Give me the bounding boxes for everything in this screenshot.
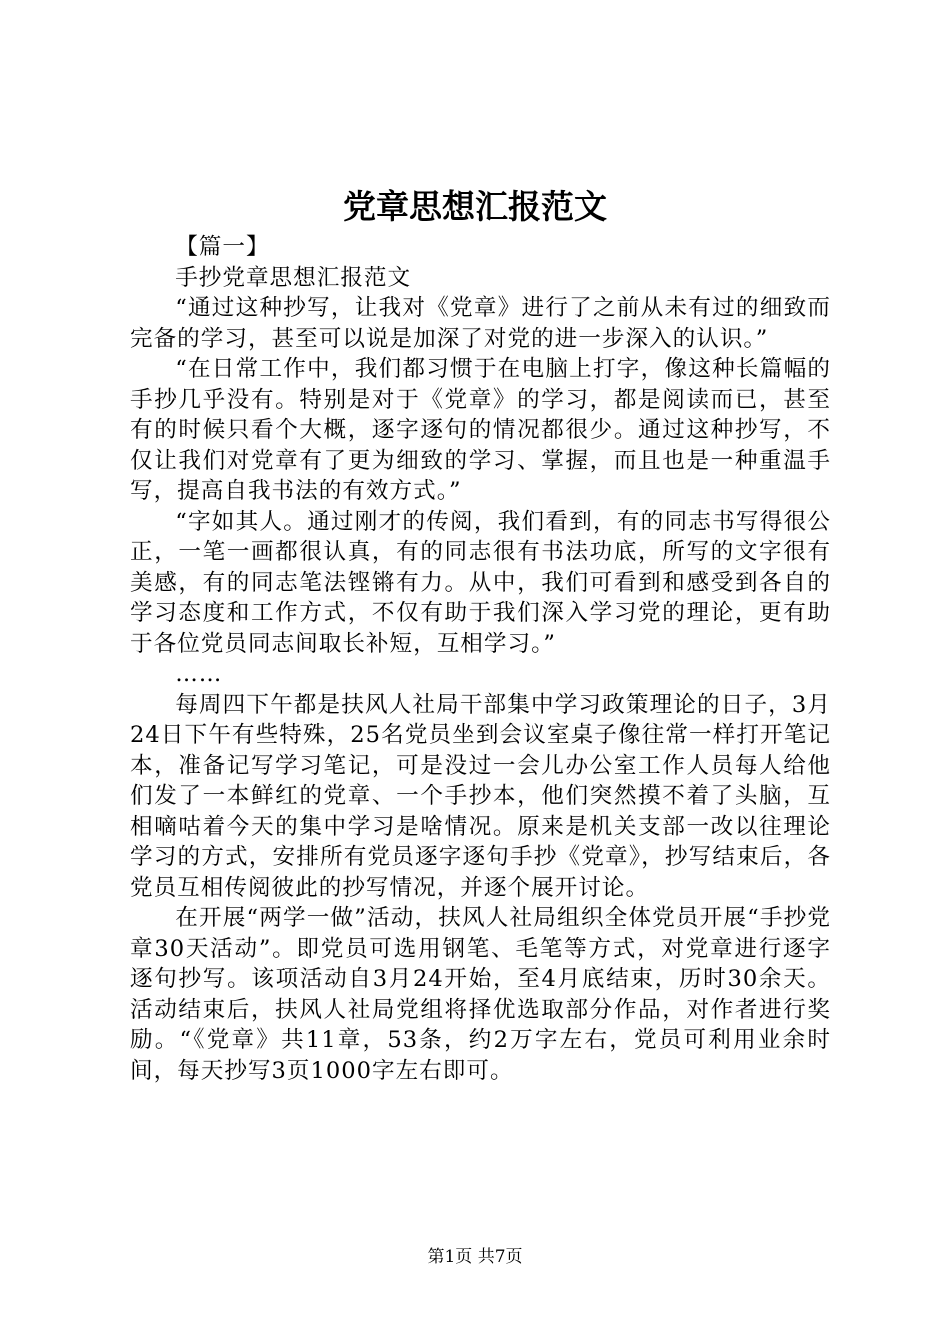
section-heading: 【篇一】 — [175, 234, 270, 260]
body-paragraph-1: 每周四下午都是扶风人社局干部集中学习政策理论的日子，3月24日下午有些特殊，25名党员坐到会议室桌子像往常一样打开笔记本，准备记写学习笔记，可是没过一会儿办公室工作人员每人给他们发了一本鲜红的党章、一个手抄本，他们突然摸不着了头脑，互相嘀咕着今天的集中学习是啥情况。原来是机关支部一改以往理论学习的方式，安排所有党员逐字逐句手抄《党章》，抄写结束后，各党员互相传阅彼此的抄写情况，并逐个展开讨论。 — [130, 691, 831, 901]
document-body — [130, 232, 831, 1086]
quote-paragraph-1: “通过这种抄写，让我对《党章》进行了之前从未有过的细致而完备的学习，甚至可以说是加深了对党的进一步深入的认识。” — [130, 295, 831, 352]
body-paragraph-2: 在开展“两学一做”活动，扶风人社局组织全体党员开展“手抄党章30天活动”。即党员可选用钢笔、毛笔等方式，对党章进行逐字逐句抄写。该项活动自3月24开始，至4月底结束，历时30余天。活动结束后，扶风人社局党组将择优选取部分作品，对作者进行奖励。“《党章》共11章，53条，约2万字左右，党员可利用业余时间，每天抄写3页1000字左右即可。 — [130, 905, 831, 1084]
quote-paragraph-3: “字如其人。通过刚才的传阅，我们看到，有的同志书写得很公正，一笔一画都很认真，有的同志很有书法功底，所写的文字很有美感，有的同志笔法铿锵有力。从中，我们可看到和感受到各自的学习态度和工作方式，不仅有助于我们深入学习党的理论，更有助于各位党员同志间取长补短，互相学习。” — [130, 508, 831, 657]
page-title: 党章思想汇报范文 — [343, 187, 607, 226]
subtitle: 手抄党章思想汇报范文 — [175, 264, 412, 291]
quote-paragraph-2: “在日常工作中，我们都习惯于在电脑上打字，像这种长篇幅的手抄几乎没有。特别是对于《党章》的学习，都是阅读而已，甚至有的时候只看个大概，逐字逐句的情况都很少。通过这种抄写，不仅让我们对党章有了更为细致的学习、掌握，而且也是一种重温手写，提高自我书法的有效方式。” — [130, 356, 831, 504]
ellipsis: …… — [175, 661, 223, 687]
page-footer: 第1页 共7页 — [427, 1247, 523, 1267]
